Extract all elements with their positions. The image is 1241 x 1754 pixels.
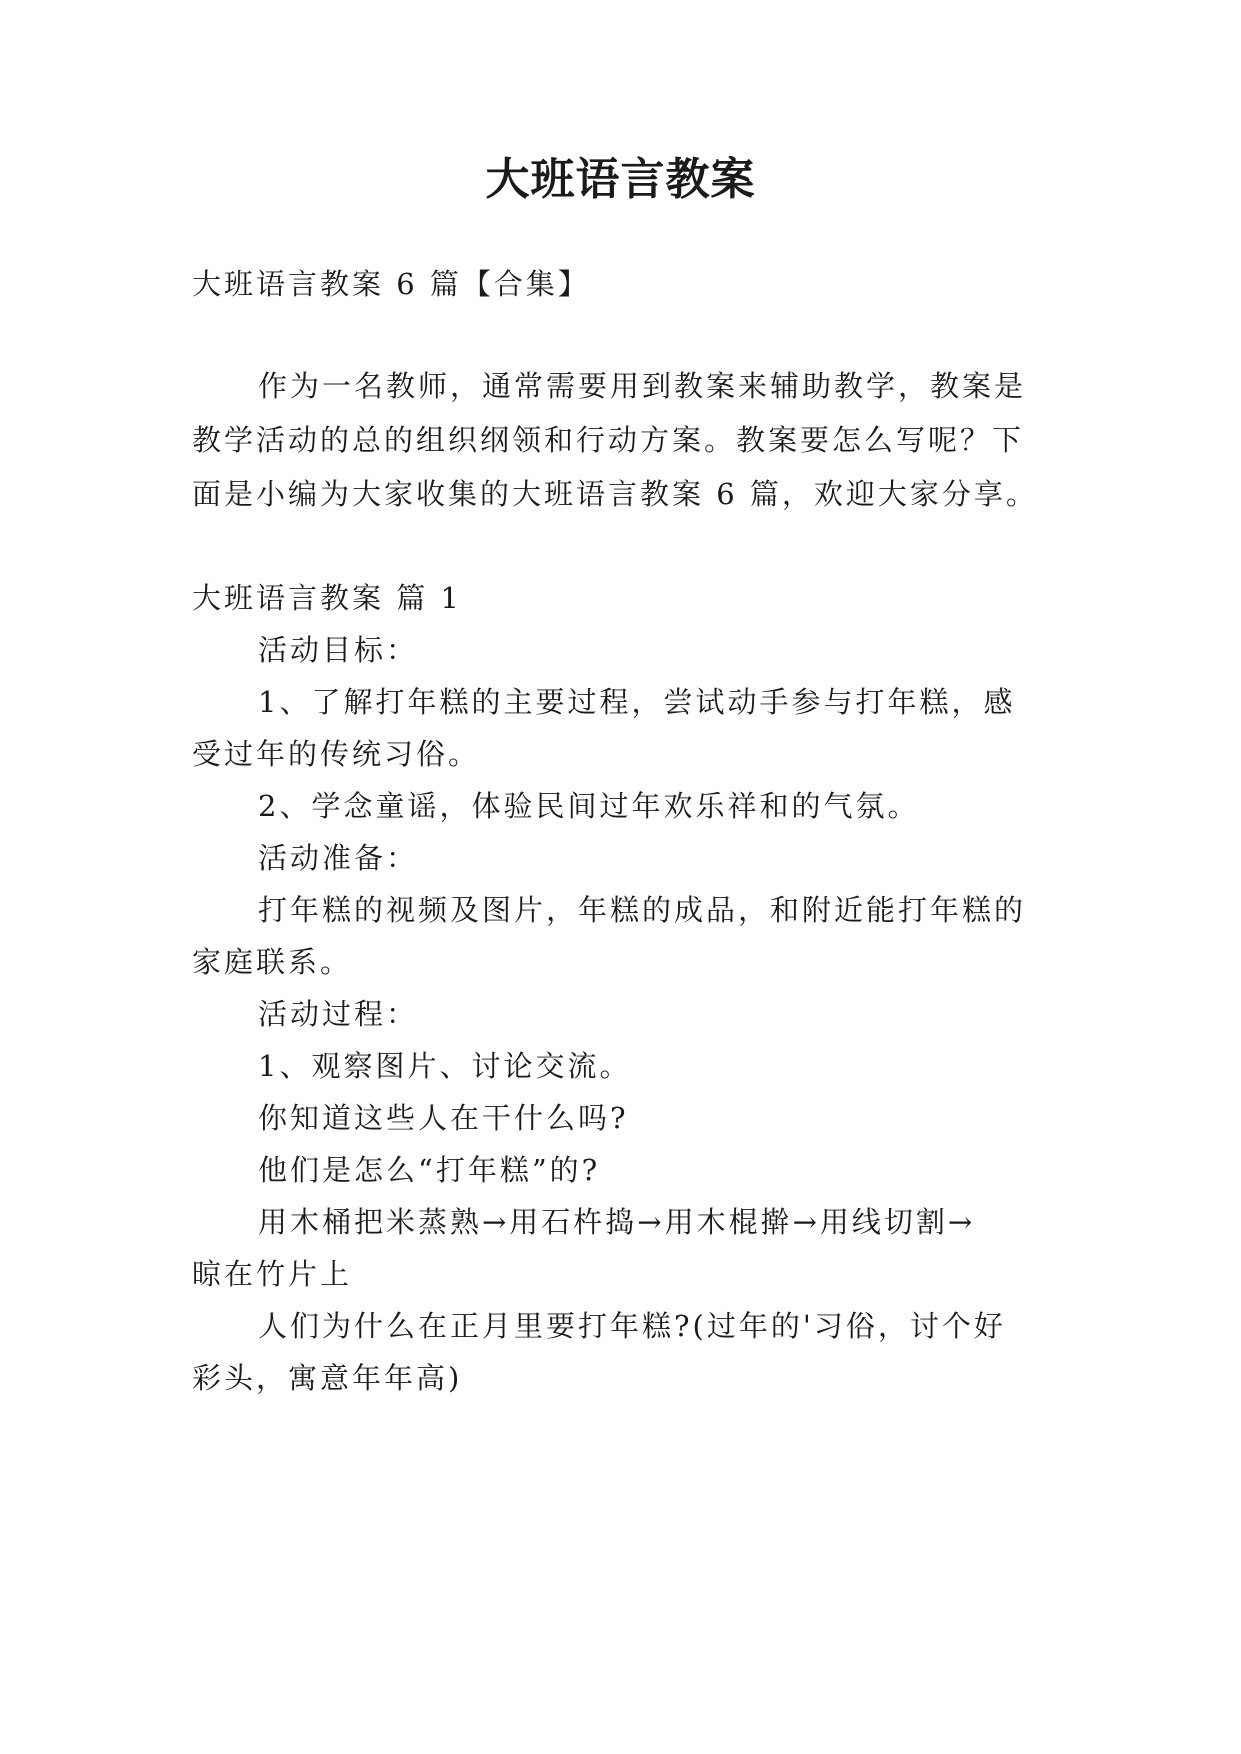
section-heading: 大班语言教案 篇 1 xyxy=(192,581,462,615)
body-line-3: 受过年的传统习俗。 xyxy=(192,737,481,771)
body-line-15: 彩头，寓意年年高) xyxy=(192,1361,463,1395)
body-line-5: 活动准备： xyxy=(258,841,419,875)
body-line-6: 打年糕的视频及图片，年糕的成品，和附近能打年糕的 xyxy=(258,893,1027,927)
body-line-8: 活动过程： xyxy=(258,997,419,1031)
body-line-7: 家庭联系。 xyxy=(192,945,353,979)
body-line-12: 用木桶把米蒸熟→用石杵捣→用木棍擀→用线切割→ xyxy=(258,1205,976,1239)
intro-line-2: 教学活动的总的组织纲领和行动方案。教案要怎么写呢？下 xyxy=(192,423,1025,457)
body-line-1: 活动目标： xyxy=(258,633,419,667)
body-line-13: 晾在竹片上 xyxy=(192,1257,353,1291)
intro-line-1: 作为一名教师，通常需要用到教案来辅助教学，教案是 xyxy=(258,369,1027,403)
body-line-4: 2、学念童谣，体验民间过年欢乐祥和的气氛。 xyxy=(258,789,920,823)
document-title: 大班语言教案 xyxy=(485,154,756,205)
body-line-9: 1、观察图片、讨论交流。 xyxy=(258,1049,632,1083)
intro-line-3: 面是小编为大家收集的大班语言教案 6 篇，欢迎大家分享。 xyxy=(192,477,1038,511)
document-subtitle: 大班语言教案 6 篇【合集】 xyxy=(192,267,590,301)
body-line-14: 人们为什么在正月里要打年糕?(过年的'习俗，讨个好 xyxy=(258,1309,1006,1343)
body-line-10: 你知道这些人在干什么吗? xyxy=(258,1101,629,1135)
body-line-2: 1、了解打年糕的主要过程，尝试动手参与打年糕，感 xyxy=(258,685,1016,719)
body-line-11: 他们是怎么“打年糕”的? xyxy=(258,1153,601,1187)
